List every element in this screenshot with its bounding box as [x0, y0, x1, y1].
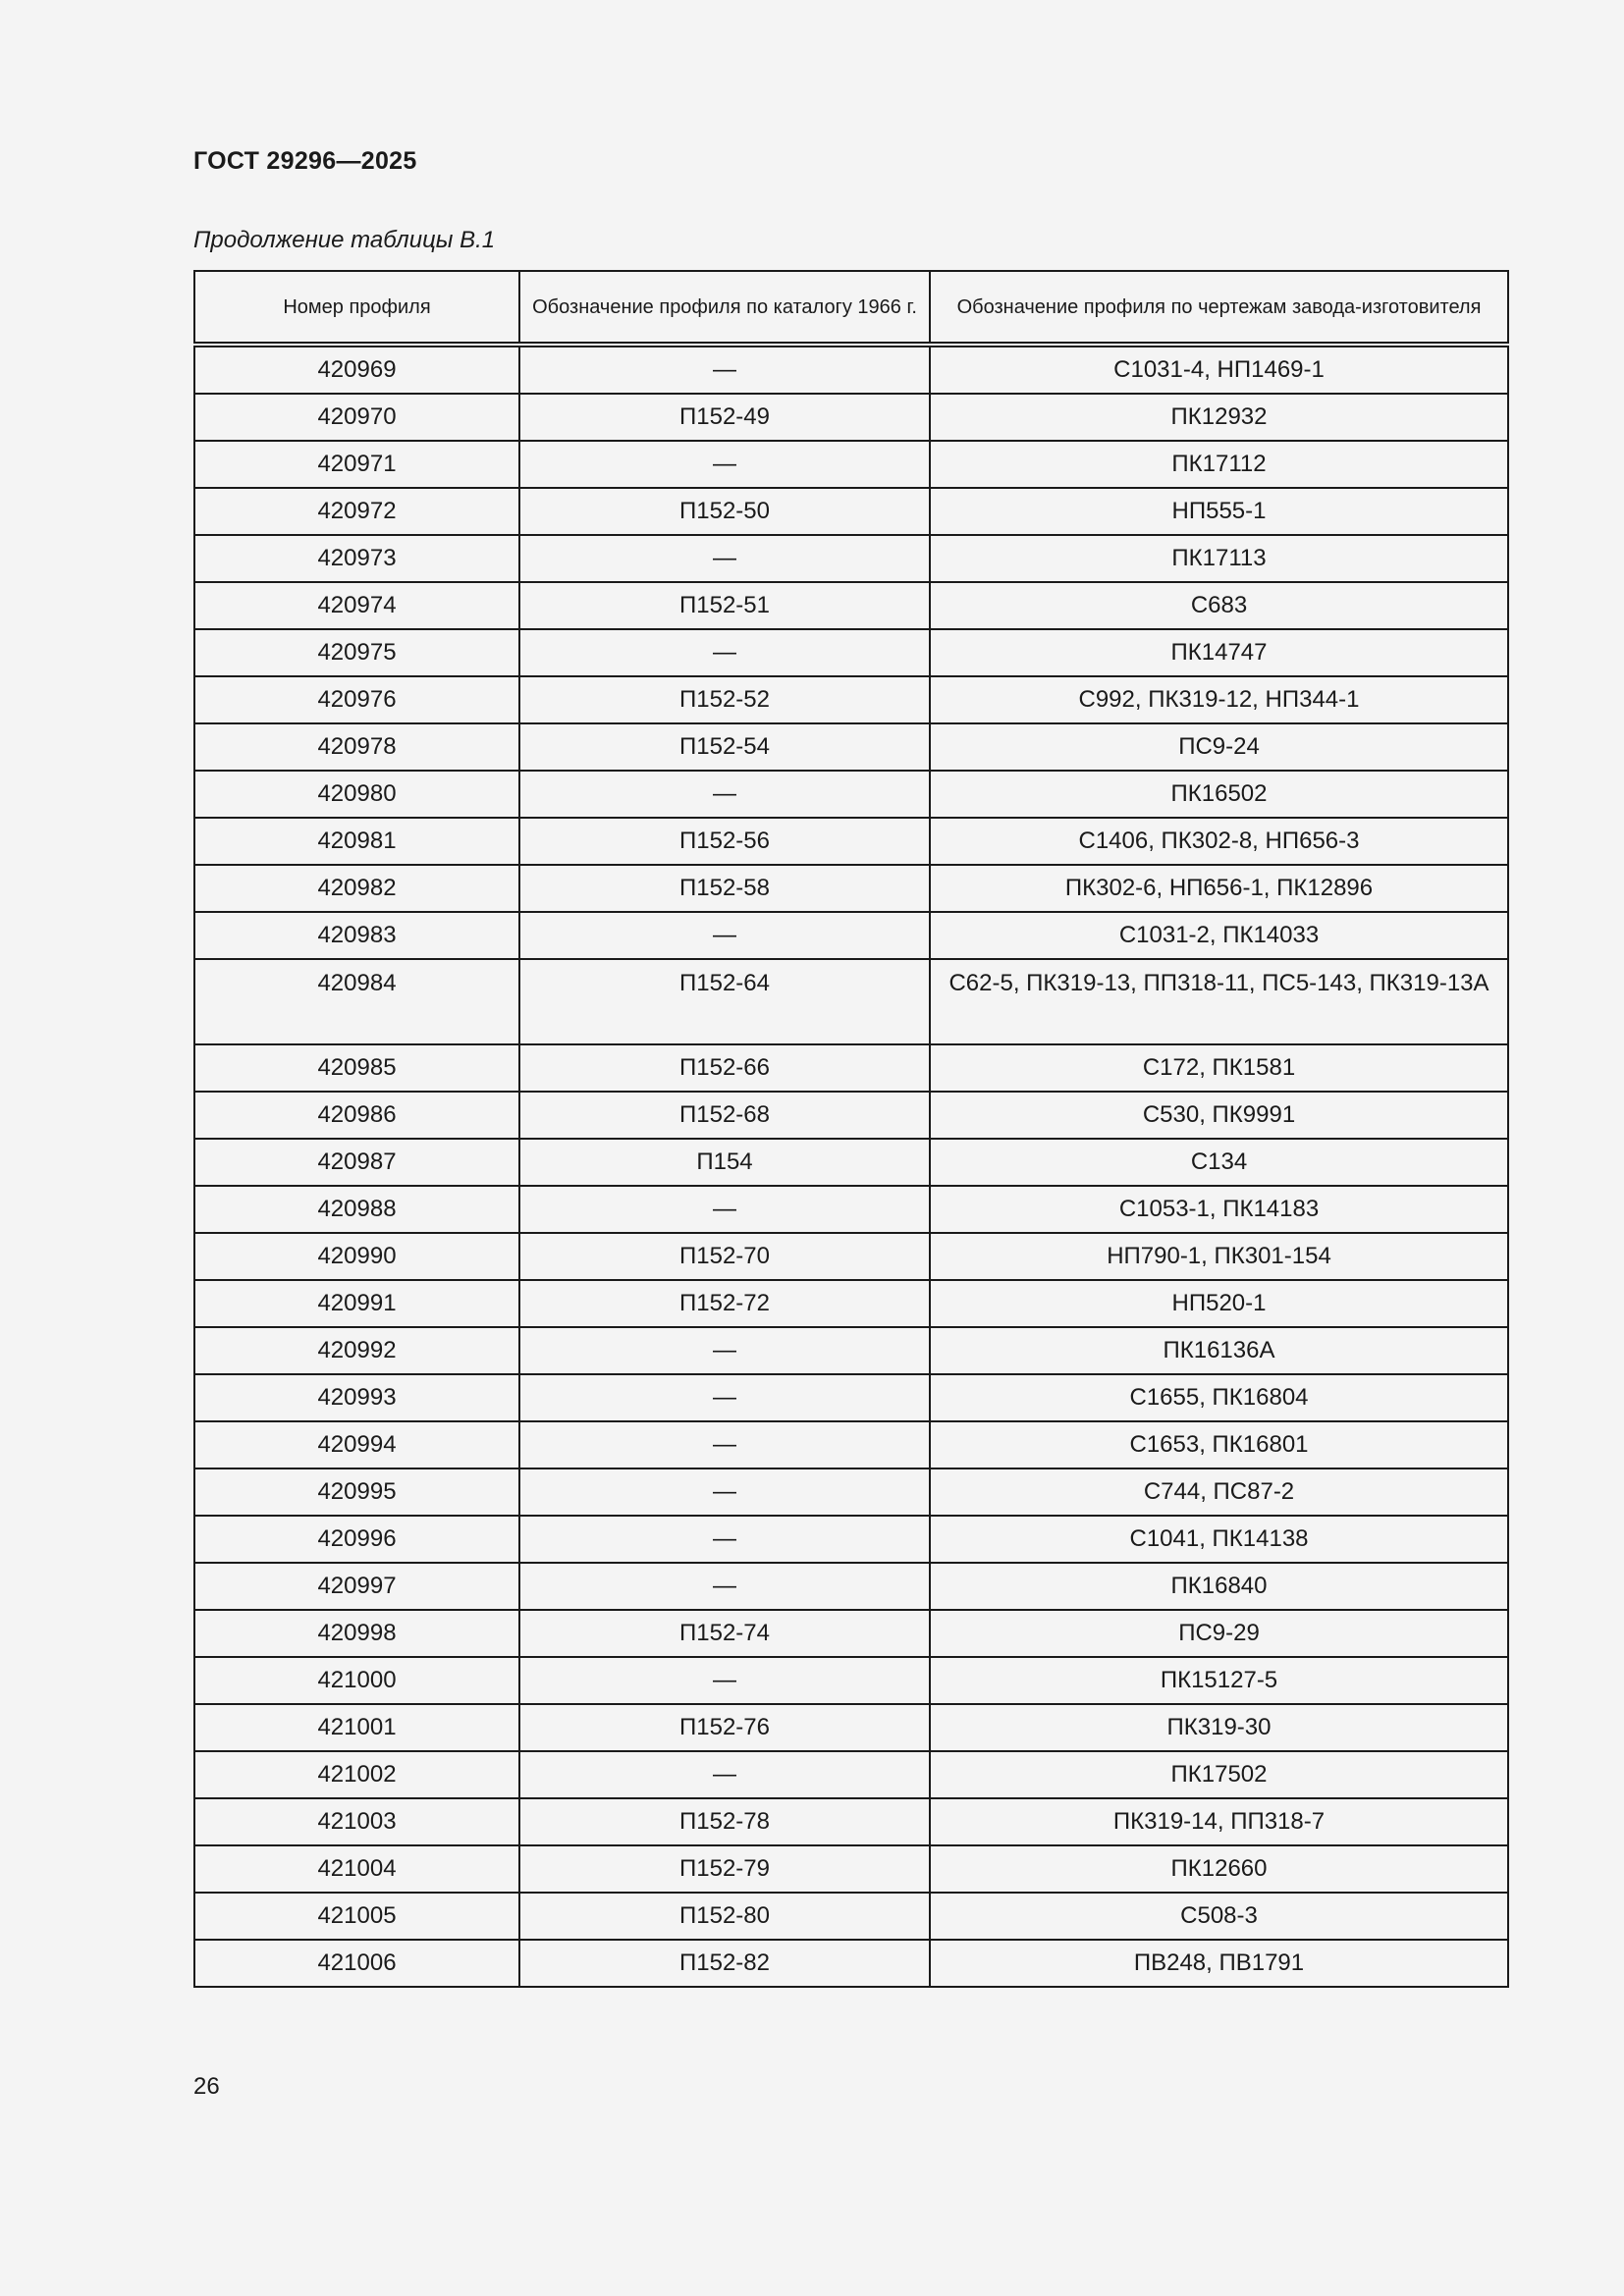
- table-row: [194, 345, 1508, 394]
- cell-profile-number: 420994: [194, 1421, 519, 1468]
- table-row: [194, 535, 1508, 582]
- table-row: [194, 1940, 1508, 1987]
- cell-profile-number: 421000: [194, 1657, 519, 1704]
- table-row: [194, 959, 1508, 1044]
- table-row: [194, 1610, 1508, 1657]
- table-row: [194, 1092, 1508, 1139]
- cell-catalog-designation: П154: [519, 1139, 930, 1186]
- table-row: [194, 1751, 1508, 1798]
- cell-factory-designation: ПК17112: [930, 441, 1508, 488]
- table-row: [194, 676, 1508, 723]
- cell-profile-number: 421002: [194, 1751, 519, 1798]
- cell-factory-designation: ПК16136А: [930, 1327, 1508, 1374]
- cell-catalog-designation: П152-70: [519, 1233, 930, 1280]
- cell-catalog-designation: —: [519, 1751, 930, 1798]
- cell-factory-designation: С134: [930, 1139, 1508, 1186]
- cell-catalog-designation: П152-58: [519, 865, 930, 912]
- cell-catalog-designation: П152-74: [519, 1610, 930, 1657]
- cell-catalog-designation: —: [519, 1421, 930, 1468]
- table-row: [194, 1374, 1508, 1421]
- cell-factory-designation: ПК12932: [930, 394, 1508, 441]
- cell-catalog-designation: П152-54: [519, 723, 930, 771]
- profile-table-container: [193, 270, 1507, 1988]
- table-row: [194, 771, 1508, 818]
- cell-profile-number: 420982: [194, 865, 519, 912]
- cell-profile-number: 420976: [194, 676, 519, 723]
- cell-factory-designation: С992, ПК319-12, НП344-1: [930, 676, 1508, 723]
- cell-factory-designation: ПК12660: [930, 1845, 1508, 1893]
- table-row: [194, 818, 1508, 865]
- cell-factory-designation: ПВ248, ПВ1791: [930, 1940, 1508, 1987]
- cell-catalog-designation: —: [519, 1327, 930, 1374]
- table-body: [194, 345, 1508, 1987]
- table-caption: Продолжение таблицы В.1: [193, 227, 496, 253]
- table-row: [194, 629, 1508, 676]
- cell-profile-number: 420988: [194, 1186, 519, 1233]
- cell-catalog-designation: —: [519, 1657, 930, 1704]
- cell-catalog-designation: —: [519, 1563, 930, 1610]
- cell-profile-number: 420992: [194, 1327, 519, 1374]
- cell-factory-designation: С62-5, ПК319-13, ПП318-11, ПС5-143, ПК319-13А: [930, 959, 1508, 1044]
- cell-factory-designation: ПС9-29: [930, 1610, 1508, 1657]
- cell-catalog-designation: П152-49: [519, 394, 930, 441]
- cell-catalog-designation: П152-51: [519, 582, 930, 629]
- cell-factory-designation: С1031-2, ПК14033: [930, 912, 1508, 959]
- table-header-row: [194, 271, 1508, 345]
- table-row: [194, 1139, 1508, 1186]
- table-row: [194, 1657, 1508, 1704]
- cell-catalog-designation: —: [519, 629, 930, 676]
- cell-factory-designation: ПК302-6, НП656-1, ПК12896: [930, 865, 1508, 912]
- cell-catalog-designation: —: [519, 1186, 930, 1233]
- header-factory-designation: Обозначение профиля по чертежам завода-изготовителя: [930, 271, 1508, 345]
- cell-profile-number: 420973: [194, 535, 519, 582]
- cell-factory-designation: С1406, ПК302-8, НП656-3: [930, 818, 1508, 865]
- cell-profile-number: 421005: [194, 1893, 519, 1940]
- cell-catalog-designation: —: [519, 535, 930, 582]
- cell-profile-number: 420970: [194, 394, 519, 441]
- cell-factory-designation: С530, ПК9991: [930, 1092, 1508, 1139]
- table-row: [194, 1233, 1508, 1280]
- cell-profile-number: 420984: [194, 959, 519, 1044]
- table-row: [194, 1280, 1508, 1327]
- cell-factory-designation: ПК16502: [930, 771, 1508, 818]
- cell-catalog-designation: П152-80: [519, 1893, 930, 1940]
- cell-factory-designation: НП555-1: [930, 488, 1508, 535]
- cell-profile-number: 420990: [194, 1233, 519, 1280]
- cell-catalog-designation: —: [519, 1374, 930, 1421]
- cell-profile-number: 420991: [194, 1280, 519, 1327]
- table-row: [194, 582, 1508, 629]
- cell-profile-number: 420981: [194, 818, 519, 865]
- cell-catalog-designation: —: [519, 771, 930, 818]
- cell-profile-number: 420983: [194, 912, 519, 959]
- cell-profile-number: 420997: [194, 1563, 519, 1610]
- cell-factory-designation: ПК17113: [930, 535, 1508, 582]
- table-row: [194, 1468, 1508, 1516]
- cell-profile-number: 420980: [194, 771, 519, 818]
- cell-catalog-designation: П152-64: [519, 959, 930, 1044]
- cell-profile-number: 420987: [194, 1139, 519, 1186]
- cell-profile-number: 420972: [194, 488, 519, 535]
- cell-factory-designation: С1655, ПК16804: [930, 1374, 1508, 1421]
- cell-factory-designation: С1031-4, НП1469-1: [930, 345, 1508, 394]
- table-row: [194, 441, 1508, 488]
- cell-catalog-designation: П152-50: [519, 488, 930, 535]
- cell-catalog-designation: П152-72: [519, 1280, 930, 1327]
- cell-factory-designation: НП790-1, ПК301-154: [930, 1233, 1508, 1280]
- table-row: [194, 1798, 1508, 1845]
- cell-profile-number: 420974: [194, 582, 519, 629]
- cell-profile-number: 421001: [194, 1704, 519, 1751]
- cell-factory-designation: ПК17502: [930, 1751, 1508, 1798]
- cell-catalog-designation: —: [519, 912, 930, 959]
- table-row: [194, 1893, 1508, 1940]
- cell-catalog-designation: П152-78: [519, 1798, 930, 1845]
- cell-factory-designation: ПК319-14, ПП318-7: [930, 1798, 1508, 1845]
- cell-factory-designation: ПК15127-5: [930, 1657, 1508, 1704]
- table-row: [194, 1327, 1508, 1374]
- cell-profile-number: 420998: [194, 1610, 519, 1657]
- cell-catalog-designation: П152-52: [519, 676, 930, 723]
- cell-profile-number: 421006: [194, 1940, 519, 1987]
- cell-factory-designation: С683: [930, 582, 1508, 629]
- table-row: [194, 1186, 1508, 1233]
- cell-catalog-designation: —: [519, 441, 930, 488]
- cell-factory-designation: С1041, ПК14138: [930, 1516, 1508, 1563]
- table-row: [194, 1845, 1508, 1893]
- cell-factory-designation: С744, ПС87-2: [930, 1468, 1508, 1516]
- table-row: [194, 488, 1508, 535]
- cell-factory-designation: ПК319-30: [930, 1704, 1508, 1751]
- cell-profile-number: 420993: [194, 1374, 519, 1421]
- table-row: [194, 1421, 1508, 1468]
- cell-factory-designation: С508-3: [930, 1893, 1508, 1940]
- cell-profile-number: 420995: [194, 1468, 519, 1516]
- cell-profile-number: 420978: [194, 723, 519, 771]
- page-number: 26: [193, 2073, 220, 2100]
- header-profile-number: Номер профиля: [194, 271, 519, 345]
- cell-profile-number: 420975: [194, 629, 519, 676]
- cell-catalog-designation: П152-76: [519, 1704, 930, 1751]
- header-catalog-designation: Обозначение профиля по каталогу 1966 г.: [519, 271, 930, 345]
- table-row: [194, 1516, 1508, 1563]
- cell-factory-designation: С1053-1, ПК14183: [930, 1186, 1508, 1233]
- table-row: [194, 723, 1508, 771]
- table-row: [194, 1563, 1508, 1610]
- cell-profile-number: 420986: [194, 1092, 519, 1139]
- cell-catalog-designation: П152-56: [519, 818, 930, 865]
- cell-factory-designation: ПС9-24: [930, 723, 1508, 771]
- cell-factory-designation: ПК14747: [930, 629, 1508, 676]
- cell-factory-designation: ПК16840: [930, 1563, 1508, 1610]
- table-header: [194, 271, 1508, 345]
- cell-catalog-designation: —: [519, 1516, 930, 1563]
- cell-catalog-designation: П152-79: [519, 1845, 930, 1893]
- cell-catalog-designation: —: [519, 345, 930, 394]
- cell-factory-designation: НП520-1: [930, 1280, 1508, 1327]
- cell-profile-number: 420969: [194, 345, 519, 394]
- cell-factory-designation: С172, ПК1581: [930, 1044, 1508, 1092]
- cell-profile-number: 420996: [194, 1516, 519, 1563]
- table-row: [194, 1044, 1508, 1092]
- table-row: [194, 1704, 1508, 1751]
- table-row: [194, 865, 1508, 912]
- cell-profile-number: 421003: [194, 1798, 519, 1845]
- table-row: [194, 912, 1508, 959]
- cell-profile-number: 420985: [194, 1044, 519, 1092]
- cell-factory-designation: С1653, ПК16801: [930, 1421, 1508, 1468]
- cell-profile-number: 421004: [194, 1845, 519, 1893]
- cell-catalog-designation: —: [519, 1468, 930, 1516]
- cell-profile-number: 420971: [194, 441, 519, 488]
- cell-catalog-designation: П152-66: [519, 1044, 930, 1092]
- table-row: [194, 394, 1508, 441]
- document-title: ГОСТ 29296—2025: [193, 147, 417, 175]
- profile-table: [193, 270, 1509, 1988]
- cell-catalog-designation: П152-82: [519, 1940, 930, 1987]
- cell-catalog-designation: П152-68: [519, 1092, 930, 1139]
